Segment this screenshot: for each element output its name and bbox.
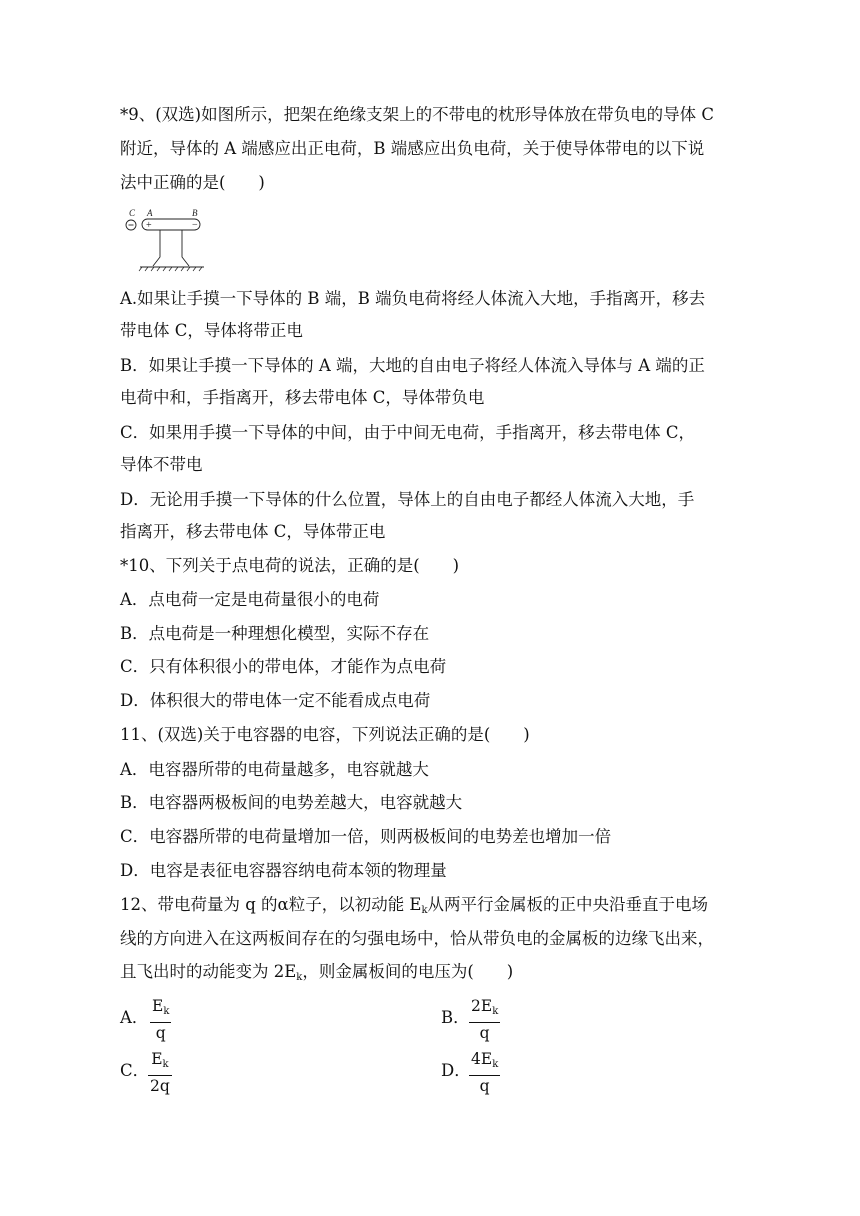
q9-option-b-line-1: B．如果让手摸一下导体的 A 端，大地的自由电子将经人体流入导体与 A 端的正 — [120, 356, 705, 375]
q9-option-d-line-1: D．无论用手摸一下导体的什么位置，导体上的自由电子都经人体流入大地，手 — [120, 490, 695, 509]
q9-option-d-line-2: 指离开，移去带电体 C，导体带正电 — [120, 522, 386, 541]
label-c: C — [129, 208, 136, 218]
q11-option-d: D．电容是表征电容器容纳电荷本领的物理量 — [120, 861, 447, 880]
minus-sign: − — [192, 219, 198, 231]
q9-option-a-line-1: A.如果让手摸一下导体的 B 端，B 端负电荷将经人体流入大地，手指离开，移去 — [120, 289, 706, 308]
q11-option-a: A．电容器所带的电荷量越多，电容就越大 — [120, 760, 429, 779]
ground-hatching — [139, 267, 202, 271]
q10-stem: *10、下列关于点电荷的说法，正确的是( ) — [120, 556, 460, 575]
q12-stem-line-2: 线的方向进入在这两板间存在的匀强电场中，恰从带负电的金属板的边缘飞出来， — [120, 929, 714, 948]
q10-option-d: D．体积很大的带电体一定不能看成点电荷 — [120, 691, 431, 710]
q9-stem-line-3: 法中正确的是( ) — [120, 173, 265, 192]
q9-option-c-line-2: 导体不带电 — [120, 455, 203, 474]
q10-option-a: A．点电荷一定是电荷量很小的电荷 — [120, 590, 380, 609]
q11-option-c: C．电容器所带的电荷量增加一倍，则两极板间的电势差也增加一倍 — [120, 827, 612, 846]
q9-option-a-line-2: 带电体 C，导体将带正电 — [120, 321, 303, 340]
plus-sign: + — [146, 220, 152, 231]
q12-option-d-fraction: $\frac{4E_k}{q}$ — [471, 1050, 499, 1095]
q12-stem-line-1: 12、带电荷量为 q 的α粒子，以初动能 $E_k$从两平行金属板的正中央沿垂直于电场 — [120, 895, 709, 916]
label-b: B — [192, 208, 198, 218]
q12-option-a-fraction: $\frac{E_k}{q}$ — [152, 997, 170, 1042]
document-page: *9、(双选)如图所示，把架在绝缘支架上的不带电的枕形导体放在带负电的导体 C 附近，导体的 A 端感应出正电荷，B 端感应出负电荷，关于使导体带电的以下说 法中正确的是( ) C A B + − A.如果让手摸一下导体的 B 端，B 端负电荷将经人体流入大地，手指离开，移去 带电体 C，导体将带正电 B．如果让手摸一下导体的 A 端，大地的自由电子将经人体流入导体与 A 端的正 电荷中和，手指离开，移去带电体 C，导体带负电 C．如果用手摸一下导体的中间，由于中间无电荷，手指离开，移去带电体 C， 导体不带电 D．无论用手摸一下导体的什么位置，导体上的自由电子都经人体流入大地，手 指离开，移去带电体 C，导体带正电 *10、下列关于点电荷的说法，正确的是( ) A．点电荷一定是电荷量很小的电荷 B．点电荷是一种理想化模型，实际不存在 C．只有体积很小的带电体，才能作为点电荷 D．体积很大的带电体一定不能看成点电荷 11、(双选)关于电容器的电容，下列说法正确的是( ) A．电容器所带的电荷量越多，电容就越大 B．电容器两极板间的电势差越大，电容就越大 C．电容器所带的电荷量增加一倍，则两极板间的电势差也增加一倍 D．电容是表征电容器容纳电荷本领的物理量 12、带电荷量为 q 的α粒子，以初动能 $E_k$从两平行金属板的正中央沿垂直于电场 线的方向进入在这两板间存在的匀强电场中，恰从带负电的金属板的边缘飞出来， 且飞出时的动能变为 $2E_k$，则金属板间的电压为( ) A． $\frac{E_k}{q}$ B． $\frac{2E_k}{q}$ C． $\frac{E_k}{2q}$ D． $\frac{4E_k}{q}$ — [120, 105, 714, 1095]
q9-stem-line-2: 附近，导体的 A 端感应出正电荷，B 端感应出负电荷，关于使导体带电的以下说 — [120, 139, 705, 158]
insulating-stand — [153, 230, 189, 266]
q12-option-c-fraction: $\frac{E_k}{2q}$ — [150, 1050, 170, 1095]
pillow-conductor-figure — [120, 205, 210, 275]
q9-option-b-line-2: 电荷中和，手指离开，移去带电体 C，导体带负电 — [120, 388, 485, 407]
q9-stem-line-1: *9、(双选)如图所示，把架在绝缘支架上的不带电的枕形导体放在带负电的导体 C — [120, 105, 714, 124]
q12-option-b-fraction: $\frac{2E_k}{q}$ — [471, 997, 499, 1042]
q9-option-c-line-1: C．如果用手摸一下导体的中间，由于中间无电荷，手指离开，移去带电体 C， — [120, 423, 695, 442]
q10-option-c: C．只有体积很小的带电体，才能作为点电荷 — [120, 657, 447, 676]
q10-option-b: B．点电荷是一种理想化模型，实际不存在 — [120, 624, 430, 643]
label-a: A — [147, 208, 153, 218]
q11-option-b: B．电容器两极板间的电势差越大，电容就越大 — [120, 793, 463, 812]
q12-stem-line-3: 且飞出时的动能变为 $2E_k$，则金属板间的电压为( ) — [120, 962, 514, 983]
q11-stem: 11、(双选)关于电容器的电容，下列说法正确的是( ) — [120, 725, 530, 744]
